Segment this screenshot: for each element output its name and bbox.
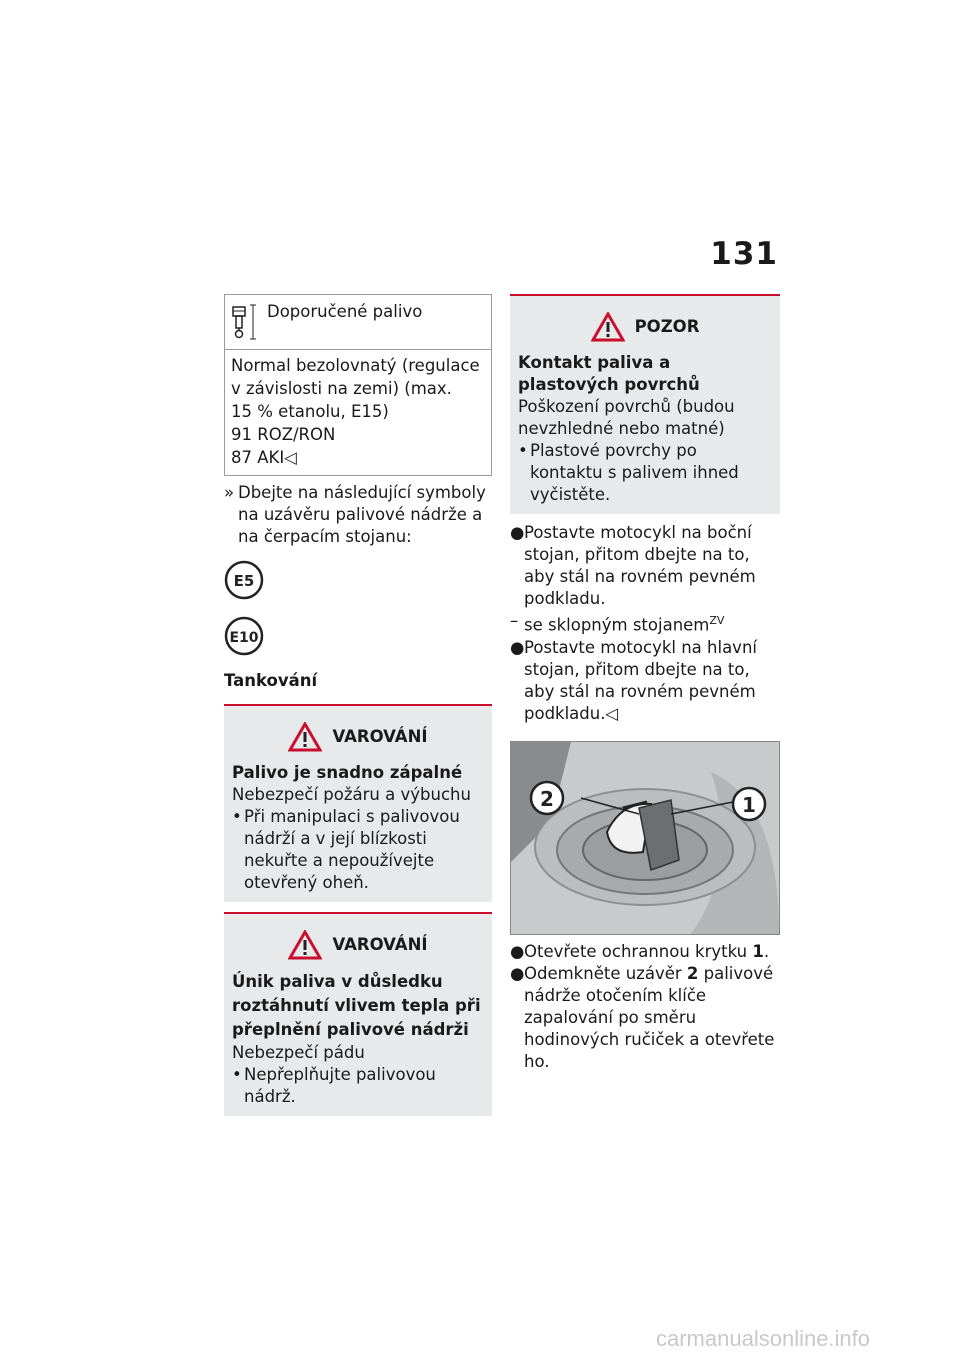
unlock-cap-suffix: palivové nádrže otočením klíče zapalování po směru hodinových ručiček a otevřete ho. [524, 963, 775, 1071]
warning-bullet: • Při manipulaci s palivovou nádrží a v její blízkosti nekuřte a nepoužívejte otevřený oheň. [232, 806, 484, 894]
fuel-cap-illustration [511, 742, 779, 934]
symbols-step [224, 482, 492, 548]
warning-title: VAROVÁNÍ [332, 727, 428, 746]
caution-hazard: Poškození povrchů (budou nevzhledné nebo matné) [518, 397, 735, 438]
fuel-table [224, 294, 492, 476]
warning-subtitle: Únik paliva v důsledku roztáhnutí vlivem tepla při přeplnění palivové nádrži [232, 972, 481, 1039]
center-stand-option: – se sklopným stojanem$^{ZV}$ [510, 611, 725, 635]
center-stand-option-text: se sklopným stojanem [524, 615, 710, 635]
open-cover-step: ● Otevřete ochrannou krytku 1. [510, 941, 770, 961]
open-cover-ref: 1 [752, 941, 764, 961]
e10-badge-icon [224, 616, 268, 660]
e5-badge-icon [224, 560, 268, 604]
fuel-spec-line: v závislosti na zemi) (max. [231, 379, 452, 398]
side-stand-step-text: Postavte motocykl na boční stojan, přitom dbejte na to, aby stál na rovném pevném podkladu. [524, 523, 756, 608]
fuel-spec-line: 87 AKI◁ [231, 448, 297, 467]
warning-hazard: Nebezpečí pádu [232, 1043, 365, 1062]
fuel-pump-icon [231, 301, 259, 341]
optional-marker: ZV [709, 614, 725, 627]
open-cover-step-text: Otevřete ochrannou krytku [524, 941, 748, 961]
warning-bullet: • Nepřeplňujte palivovou nádrž. [232, 1064, 484, 1108]
section-title: Tankování [224, 671, 318, 690]
fuel-spec-line: 91 ROZ/RON [231, 425, 336, 444]
caution-bullet: • Plastové povrchy po kontaktu s palivem ihned vyčistěte. [518, 440, 772, 506]
warning-hazard: Nebezpečí požáru a výbuchu [232, 785, 471, 804]
e5-badge-label: E5 [233, 572, 255, 590]
unlock-cap-step: ● Odemkněte uzávěr 2 palivové nádrže otočením klíče zapalování po směru hodinových ručiček a otevřete ho. [510, 963, 775, 1071]
callout-1: 1 [742, 792, 756, 817]
fuel-cap-photo [510, 741, 780, 935]
warning-subtitle: Palivo je snadno zápalné [232, 763, 463, 782]
fuel-table-body [225, 350, 491, 475]
caution-header [518, 302, 772, 352]
page-number: 131 [710, 236, 778, 272]
unlock-cap-step-text: Odemkněte uzávěr [524, 963, 682, 983]
e10-badge-label: E10 [229, 630, 259, 646]
warning-triangle-icon [591, 312, 625, 342]
caution-box [510, 294, 780, 514]
unlock-cap-ref: 2 [686, 963, 699, 983]
open-cover-suffix: . [763, 941, 770, 961]
fuel-spec-line: Normal bezolovnatý (regulace [231, 356, 480, 375]
right-column [510, 294, 780, 1073]
left-column [224, 294, 492, 1116]
warning-title: VAROVÁNÍ [332, 935, 428, 954]
fuel-spec-line: 15 % etanolu, E15) [231, 402, 389, 421]
warning-header [232, 920, 484, 970]
fuel-table-header-label: Doporučené palivo [267, 302, 423, 321]
caution-title: POZOR [634, 317, 700, 336]
center-stand-step-text: Postavte motocykl na hlavní stojan, přitom dbejte na to, aby stál na rovném pevném podkladu.◁ [524, 637, 757, 723]
warning-triangle-icon [288, 930, 322, 960]
warning-box-fire [224, 704, 492, 902]
symbols-step-text: Dbejte na následující symboly na uzávěru palivové nádrže a na čerpacím stojanu: [238, 483, 486, 546]
warning-box-overflow [224, 912, 492, 1116]
center-stand-step: ● Postavte motocykl na hlavní stojan, přitom dbejte na to, aby stál na rovném pevném podkladu.◁ [510, 637, 780, 725]
warning-bullet-text: Nepřeplňujte palivovou nádrž. [244, 1065, 436, 1106]
side-stand-step: ● Postavte motocykl na boční stojan, přitom dbejte na to, aby stál na rovném pevném podkladu. [510, 522, 780, 610]
warning-header [232, 712, 484, 762]
step-marker: » [224, 483, 235, 502]
caution-bullet-text: Plastové povrchy po kontaktu s palivem ihned vyčistěte. [530, 441, 739, 504]
callout-2: 2 [540, 786, 554, 811]
warning-triangle-icon [288, 722, 322, 752]
watermark: carmanualsonline.info [656, 1326, 871, 1351]
warning-bullet-text: Při manipulaci s palivovou nádrží a v její blízkosti nekuřte a nepoužívejte otevřený oheň. [244, 807, 460, 892]
caution-subtitle: Kontakt paliva a plastových povrchů [518, 353, 700, 394]
fuel-table-header [225, 295, 491, 350]
